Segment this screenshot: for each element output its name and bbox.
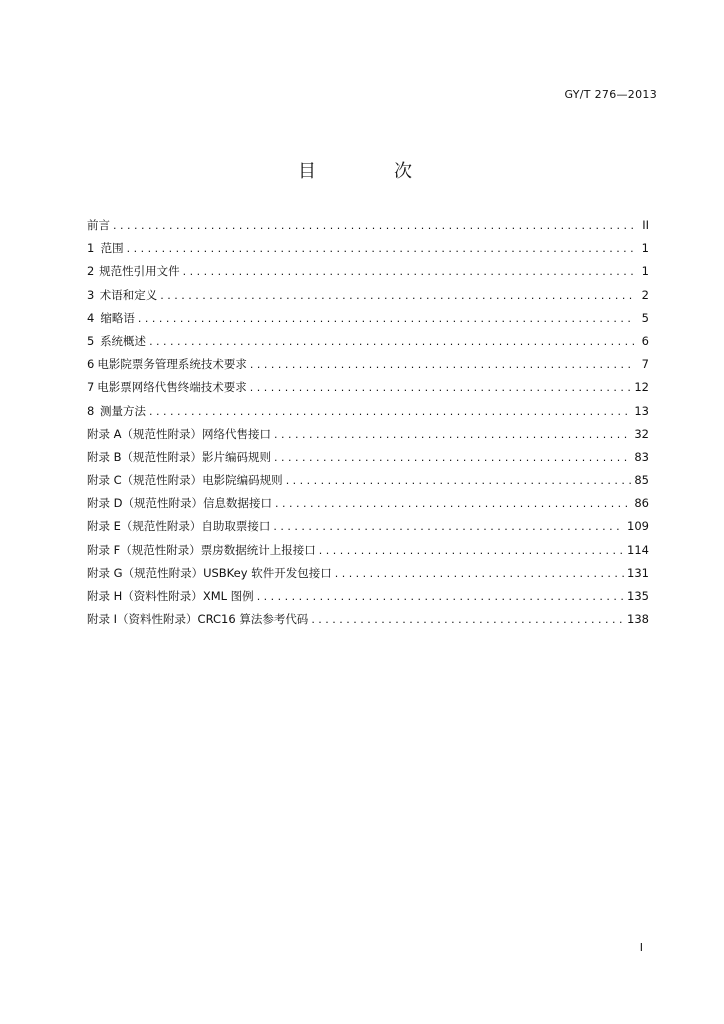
page-number: I — [639, 941, 643, 954]
toc-entry-page: 83 — [634, 449, 649, 464]
toc-entry-annex-label: 附录 I（资料性附录） — [87, 612, 198, 627]
toc-entry[interactable] — [87, 446, 649, 469]
toc-entry[interactable] — [87, 260, 649, 283]
toc-entry-title: 术语和定义 — [99, 287, 158, 302]
toc-entry-title: 测量方法 — [100, 403, 146, 418]
toc-entry-page: 32 — [634, 426, 649, 441]
toc-entry-annex-label: 附录 B（规范性附录） — [87, 449, 203, 464]
toc-entry-title: XML 图例 — [202, 589, 254, 603]
toc-dot-leader — [311, 608, 624, 631]
toc-entry-number: 5 — [87, 333, 95, 348]
toc-entry[interactable] — [87, 423, 649, 446]
toc-entry[interactable] — [87, 608, 649, 631]
toc-dot-leader — [274, 423, 631, 446]
toc-entry-number: 8 — [87, 403, 95, 418]
toc-dot-leader — [138, 307, 634, 330]
toc-entry-page: 13 — [634, 403, 649, 418]
standard-number: GY/T 276—2013 — [564, 88, 657, 101]
toc-dot-leader — [335, 562, 624, 585]
toc-entry-number: 7 — [87, 380, 95, 395]
toc-dot-leader — [149, 330, 634, 353]
toc-entry-number: 6 — [87, 357, 95, 372]
toc-entry-title: 网络代售接口 — [202, 426, 272, 441]
toc-entry-number: 3 — [87, 287, 95, 302]
toc-entry-page: 7 — [641, 357, 649, 372]
toc-entry-annex-label: 附录 C（规范性附录） — [87, 473, 203, 488]
toc-entry-annex-label: 附录 H（资料性附录） — [87, 589, 203, 603]
toc-entry-annex-label: 附录 A（规范性附录） — [87, 426, 203, 441]
toc-entry-number: 2 — [87, 264, 95, 279]
toc-entry-page: 131 — [627, 565, 649, 580]
toc-entry[interactable] — [87, 284, 649, 307]
toc-entry-page: 2 — [641, 287, 649, 302]
toc-entry-page: 114 — [627, 542, 649, 557]
toc-entry[interactable] — [87, 539, 649, 562]
toc-entry-page: II — [642, 218, 649, 232]
toc-entry[interactable] — [87, 330, 649, 353]
toc-dot-leader — [319, 539, 624, 562]
toc-entry-title: 电影院票务管理系统技术要求 — [97, 357, 247, 372]
toc-dot-leader — [127, 237, 634, 260]
table-of-contents — [87, 214, 649, 631]
toc-entry-title: 规范性引用文件 — [99, 264, 180, 279]
toc-entry[interactable] — [87, 214, 649, 237]
toc-entry[interactable] — [87, 585, 649, 608]
toc-dot-leader — [286, 469, 632, 492]
toc-entry-page: 1 — [641, 264, 649, 279]
toc-entry-title: USBKey 软件开发包接口 — [203, 565, 332, 580]
toc-entry-title: 信息数据接口 — [203, 496, 273, 511]
toc-dot-leader — [250, 353, 634, 376]
toc-entry-page: 138 — [627, 612, 649, 627]
toc-dot-leader — [149, 400, 631, 423]
toc-entry-page: 1 — [641, 241, 649, 256]
toc-entry-title: 范围 — [100, 241, 124, 256]
toc-entry[interactable] — [87, 376, 649, 399]
toc-entry-title: 票房数据统计上报接口 — [200, 542, 316, 557]
toc-entry-page: 85 — [634, 473, 649, 488]
toc-entry-page: 109 — [627, 519, 649, 534]
toc-dot-leader — [274, 446, 631, 469]
toc-entry-number: 1 — [87, 241, 95, 256]
toc-dot-leader — [250, 376, 632, 399]
toc-dot-leader — [113, 214, 634, 237]
toc-dot-leader — [257, 585, 624, 608]
toc-dot-leader — [273, 515, 624, 538]
toc-entry-title: 前言 — [87, 218, 110, 232]
toc-entry[interactable] — [87, 469, 649, 492]
toc-entry[interactable] — [87, 307, 649, 330]
toc-entry[interactable] — [87, 400, 649, 423]
toc-entry-page: 135 — [627, 589, 649, 603]
toc-entry-annex-label: 附录 G（规范性附录） — [87, 565, 204, 580]
toc-entry-title: 电影院编码规则 — [202, 473, 283, 488]
toc-entry[interactable] — [87, 353, 649, 376]
toc-entry-title: 缩略语 — [100, 310, 135, 325]
toc-entry-annex-label: 附录 E（规范性附录） — [87, 519, 202, 534]
toc-entry[interactable] — [87, 562, 649, 585]
toc-entry[interactable] — [87, 515, 649, 538]
toc-entry-title: 系统概述 — [100, 333, 147, 348]
toc-entry-title: 影片编码规则 — [202, 449, 272, 464]
toc-entry-page: 86 — [634, 496, 649, 511]
toc-entry-title: 电影票网络代售终端技术要求 — [97, 380, 247, 395]
toc-dot-leader — [275, 492, 631, 515]
toc-entry-page: 6 — [641, 333, 649, 348]
toc-entry-title: CRC16 算法参考代码 — [197, 612, 309, 627]
toc-entry-page: 12 — [634, 380, 649, 395]
toc-dot-leader — [183, 260, 634, 283]
toc-dot-leader — [160, 284, 634, 307]
toc-entry-title: 自助取票接口 — [201, 519, 271, 534]
toc-entry-annex-label: 附录 D（规范性附录） — [87, 496, 204, 511]
toc-entry-page: 5 — [641, 310, 649, 325]
toc-entry[interactable] — [87, 237, 649, 260]
toc-entry[interactable] — [87, 492, 649, 515]
toc-entry-number: 4 — [87, 310, 95, 325]
toc-title: 目 次 — [298, 161, 442, 182]
toc-entry-annex-label: 附录 F（规范性附录） — [87, 542, 201, 557]
